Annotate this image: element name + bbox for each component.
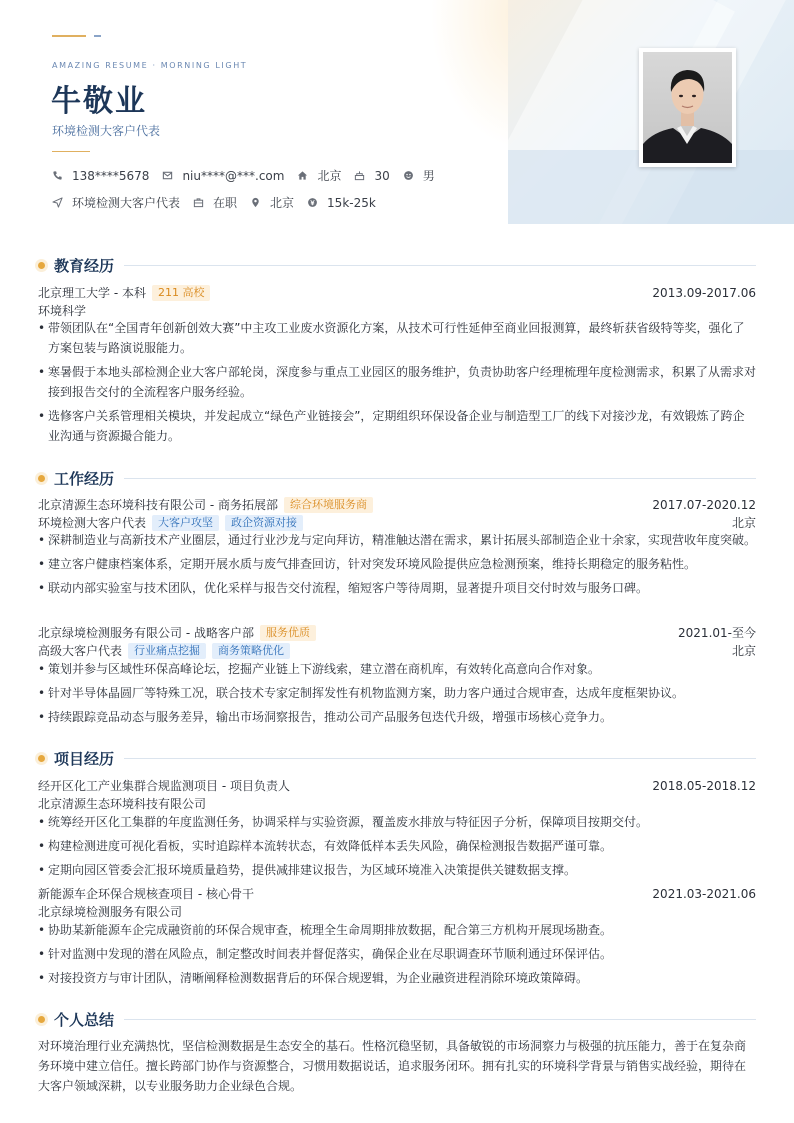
mail-icon — [162, 170, 173, 181]
project-2-header — [38, 885, 756, 902]
section-rule — [124, 478, 756, 479]
project-2-bullets — [38, 920, 756, 992]
resume-eyebrow: AMAZING RESUME · MORNING LIGHT — [52, 61, 248, 70]
section-dot — [38, 1016, 45, 1023]
work-city: 北京 — [731, 516, 756, 530]
project-1-header — [38, 777, 756, 794]
section-projects — [38, 748, 756, 769]
section-education — [38, 255, 756, 276]
project-1-bullets — [38, 812, 756, 884]
list-item: • 建立客户健康档案体系，定期开展水质与废气排查回访，针对突发环境风险提供应急检测预案，维持长期稳定的服务粘性。 — [38, 554, 756, 574]
send-icon — [52, 197, 63, 208]
salary-icon — [307, 197, 318, 208]
work-2-position — [38, 642, 756, 659]
work-2-header — [38, 624, 756, 641]
list-item: • 统筹经开区化工集群的年度监测任务，协调采样与实验资源，覆盖废水排放与特征因子分析，保障项目按期交付。 — [38, 812, 756, 832]
work-date: 2017.07-2020.12 — [652, 497, 756, 512]
contact-gender — [403, 167, 435, 184]
list-item: • 寒暑假于本地头部检测企业大客户部轮岗，深度参与重点工业园区的服务维护，负责协助客户经理梳理年度检测需求，积累了从需求对接到报告交付的全流程客户服务经验。 — [38, 362, 756, 402]
education-bullets — [38, 318, 756, 450]
contact-phone — [52, 169, 149, 183]
contact-email-text: niu****@***.com — [182, 168, 285, 183]
home-icon — [297, 170, 308, 181]
education-header — [38, 284, 756, 301]
list-item: • 策划并参与区域性环保高峰论坛，挖掘产业链上下游线索，建立潜在商机库，有效转化高意向合作对象。 — [38, 659, 756, 679]
project-org: 北京绿境检测服务有限公司 — [38, 905, 183, 919]
section-title: 教育经历 — [54, 257, 115, 275]
section-title: 个人总结 — [54, 1011, 115, 1029]
briefcase-icon — [193, 197, 204, 208]
contact-email — [162, 169, 284, 183]
section-title: 项目经历 — [54, 750, 115, 768]
work-date: 2021.01-至今 — [678, 626, 756, 640]
list-item: • 对接投资方与审计团队，清晰阐释检测数据背后的环保合规逻辑，为企业融资进程消除环境政策障碍。 — [38, 968, 756, 988]
contact-phone-text: 138****5678 — [72, 168, 150, 183]
contact-hometown-text: 北京 — [317, 169, 342, 183]
company-tag: 服务优质 — [260, 625, 316, 641]
school-tag: 211 高校 — [152, 285, 211, 301]
work-1-bullets — [38, 530, 756, 602]
list-item: • 带领团队在“全国青年创新创效大赛”中主攻工业废水资源化方案，从技术可行性延伸至商业回报测算，最终斩获省级特等奖，强化了方案包装与路演说服能力。 — [38, 318, 756, 358]
work-city: 北京 — [731, 644, 756, 658]
work-company: 北京清源生态环境科技有限公司 - 商务拓展部 — [38, 498, 278, 512]
list-item: • 定期向园区管委会汇报环境质量趋势，提供减排建议报告，为区域环境准入决策提供关键数据支撑。 — [38, 860, 756, 880]
phone-icon — [52, 170, 63, 181]
skill-tag: 行业痛点挖掘 — [128, 643, 206, 659]
job-city — [250, 194, 294, 211]
candidate-role: 环境检测大客户代表 — [52, 124, 161, 138]
education-date: 2013.09-2017.06 — [652, 285, 756, 300]
section-summary — [38, 1009, 756, 1030]
school-name: 北京理工大学 - 本科 — [38, 286, 146, 300]
skill-tag: 商务策略优化 — [212, 643, 290, 659]
job-salary — [307, 196, 376, 210]
section-dot — [38, 475, 45, 482]
work-company: 北京绿境检测服务有限公司 - 战略客户部 — [38, 626, 254, 640]
work-2-bullets — [38, 659, 756, 731]
name-underline — [52, 151, 90, 152]
job-target — [52, 194, 180, 211]
project-title: 新能源车企环保合规核查项目 - 核心骨干 — [38, 887, 254, 901]
list-item: • 持续跟踪竞品动态与服务差异，输出市场洞察报告，推动公司产品服务包迭代升级，增强市场核心竞争力。 — [38, 707, 756, 727]
list-item: • 联动内部实验室与技术团队，优化采样与报告交付流程，缩短客户等待周期，显著提升项目交付时效与服务口碑。 — [38, 578, 756, 598]
candidate-name: 牛敬业 — [51, 84, 147, 119]
project-1-org-line — [38, 795, 756, 812]
company-tag: 综合环境服务商 — [284, 497, 373, 513]
contact-row-2 — [52, 194, 389, 211]
profile-photo — [639, 48, 736, 167]
work-position: 高级大客户代表 — [38, 644, 123, 658]
education-major: 环境科学 — [38, 304, 87, 318]
location-pin-icon — [250, 197, 261, 208]
contact-age-text: 30 — [374, 168, 390, 183]
contact-hometown — [297, 167, 341, 184]
contact-row-1 — [52, 167, 448, 184]
cake-icon — [354, 170, 365, 181]
list-item: • 针对监测中发现的潜在风险点，制定整改时间表并督促落实，确保企业在尽职调查环节顺利通过环保评估。 — [38, 944, 756, 964]
gender-icon — [403, 170, 414, 181]
project-date: 2018.05-2018.12 — [652, 778, 756, 793]
contact-gender-text: 男 — [422, 169, 435, 183]
project-org: 北京清源生态环境科技有限公司 — [38, 797, 207, 811]
work-position: 环境检测大客户代表 — [38, 516, 147, 530]
project-date: 2021.03-2021.06 — [652, 886, 756, 901]
section-dot — [38, 262, 45, 269]
skill-tag: 政企资源对接 — [225, 515, 303, 531]
header-accent-line — [52, 35, 86, 37]
list-item: • 构建检测进度可视化看板，实时追踪样本流转状态，有效降低样本丢失风险，确保检测报告数据严谨可靠。 — [38, 836, 756, 856]
summary-text: 对环境治理行业充满热忱，坚信检测数据是生态安全的基石。性格沉稳坚韧，具备敏锐的市场洞察力与极强的抗压能力，善于在复杂商务环境中建立信任。擅长跨部门协作与资源整合，习惯用数据说话，追求服务闭环。拥有扎实的环境科学背景与销售实战经验，期待在大客户领域深耕，以专业服务助力企业绿色合规。 — [38, 1039, 747, 1093]
section-rule — [124, 758, 756, 759]
section-rule — [124, 265, 756, 266]
list-item: • 针对半导体晶圆厂等特殊工况，联合技术专家定制挥发性有机物监测方案，助力客户通过合规审查，达成年度框架协议。 — [38, 683, 756, 703]
section-dot — [38, 755, 45, 762]
section-work — [38, 468, 756, 489]
list-item: • 深耕制造业与高新技术产业圈层，通过行业沙龙与定向拜访，精准触达潜在需求，累计拓展头部制造企业十余家，实现营收年度突破。 — [38, 530, 756, 550]
section-rule — [124, 1019, 756, 1020]
project-title: 经开区化工产业集群合规监测项目 - 项目负责人 — [38, 779, 290, 793]
contact-age — [354, 169, 389, 183]
project-2-org-line — [38, 903, 756, 920]
skill-tag: 大客户攻坚 — [152, 515, 219, 531]
job-status — [193, 194, 237, 211]
header-accent-dash — [94, 35, 101, 37]
avatar — [643, 52, 732, 163]
work-1-header — [38, 496, 756, 513]
job-city-text: 北京 — [270, 196, 295, 210]
work-1-position — [38, 514, 756, 531]
list-item: • 协助某新能源车企完成融资前的环保合规审查，梳理全生命周期排放数据，配合第三方机构开展现场勘查。 — [38, 920, 756, 940]
list-item: • 选修客户关系管理相关模块，并发起成立“绿色产业链接会”，定期组织环保设备企业与制造型工厂的线下对接沙龙，有效锻炼了跨企业沟通与资源撮合能力。 — [38, 406, 756, 446]
section-title: 工作经历 — [54, 470, 115, 488]
job-salary-text: 15k-25k — [327, 195, 376, 210]
job-target-text: 环境检测大客户代表 — [72, 196, 181, 210]
job-status-text: 在职 — [213, 196, 238, 210]
education-major-line — [38, 302, 756, 319]
